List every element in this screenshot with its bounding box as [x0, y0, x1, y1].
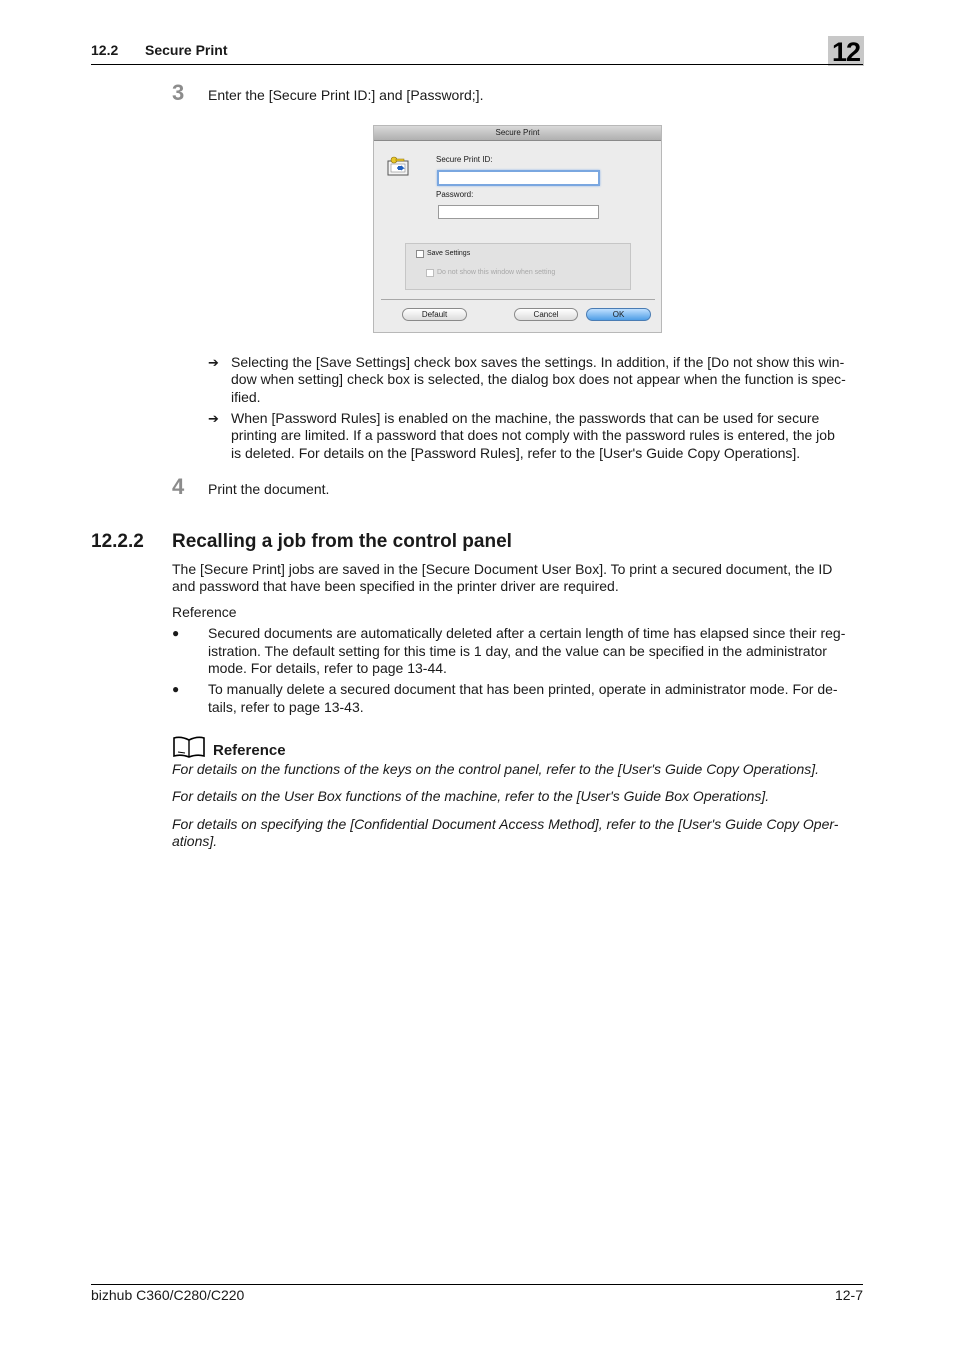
note-2-arrow: ➔ — [208, 411, 219, 426]
do-not-show-label: Do not show this window when setting — [437, 269, 556, 276]
section-intro-line-1: The [Secure Print] jobs are saved in the [Secure Document User Box]. To print a secured document, the ID — [172, 561, 833, 577]
section-number: 12.2.2 — [91, 531, 144, 552]
bullet-1-line-3: mode. For details, refer to page 13-44. — [208, 660, 447, 676]
password-label: Password: — [436, 190, 474, 199]
cancel-button[interactable]: Cancel — [514, 308, 578, 321]
header-section-number: 12.2 — [91, 42, 119, 58]
bullet-2-marker: ● — [172, 682, 180, 696]
note-2-line-2: printing are limited. If a password that does not comply with the password rules is entered, the job — [231, 427, 835, 443]
footer-rule — [91, 1284, 863, 1285]
password-input[interactable] — [438, 205, 599, 219]
footer-page-number: 12-7 — [834, 1287, 863, 1303]
bullet-2-line-2: tails, refer to page 13-43. — [208, 699, 364, 715]
note-2-line-1: When [Password Rules] is enabled on the machine, the passwords that can be used for secure — [231, 410, 820, 426]
bullet-1-marker: ● — [172, 626, 180, 640]
save-settings-label: Save Settings — [427, 250, 471, 257]
reference-paragraph-3-line-2: ations]. — [172, 833, 218, 849]
printer-key-icon — [386, 155, 412, 181]
save-settings-checkbox[interactable] — [416, 250, 424, 258]
ok-button[interactable]: OK — [586, 308, 651, 321]
step-4-text: Print the document. — [208, 481, 330, 497]
note-1-line-2: dow when setting] check box is selected, the dialog box does not appear when the function is spec- — [231, 371, 846, 387]
open-book-icon — [172, 735, 206, 759]
reference-label: Reference — [172, 604, 237, 620]
bullet-1-line-2: istration. The default setting for this time is 1 day, and the value can be specified in the administrator — [208, 643, 827, 659]
step-3-text: Enter the [Secure Print ID:] and [Password;]. — [208, 87, 484, 103]
save-settings-group — [405, 243, 631, 290]
secure-print-id-input[interactable] — [437, 170, 600, 186]
do-not-show-checkbox[interactable] — [426, 269, 434, 277]
reference-box-title: Reference — [213, 742, 286, 759]
step-4-number: 4 — [172, 474, 185, 499]
header-section-title: Secure Print — [145, 42, 228, 58]
header-rule — [91, 64, 863, 65]
note-1-line-3: ified. — [231, 389, 261, 405]
note-1-line-1: Selecting the [Save Settings] check box saves the settings. In addition, if the [Do not show this win- — [231, 354, 845, 370]
footer-product: bizhub C360/C280/C220 — [91, 1287, 245, 1303]
reference-paragraph-2: For details on the User Box functions of the machine, refer to the [User's Guide Box Operations]. — [172, 788, 770, 804]
section-title: Recalling a job from the control panel — [172, 531, 512, 552]
reference-paragraph-3-line-1: For details on specifying the [Confidential Document Access Method], refer to the [User's Guide Copy Oper- — [172, 816, 839, 832]
dialog-separator — [381, 299, 655, 300]
bullet-2-line-1: To manually delete a secured document that has been printed, operate in administrator mode. For de- — [208, 681, 838, 697]
reference-paragraph-1: For details on the functions of the keys on the control panel, refer to the [User's Guide Copy Operations]. — [172, 761, 820, 777]
secure-print-dialog — [373, 125, 662, 333]
section-intro-line-2: and password that have been specified in the printer driver are required. — [172, 578, 619, 594]
chapter-badge: 12 — [828, 36, 864, 66]
secure-print-id-label: Secure Print ID: — [436, 155, 493, 164]
bullet-1-line-1: Secured documents are automatically deleted after a certain length of time has elapsed since their reg- — [208, 625, 846, 641]
dialog-title: Secure Print — [374, 126, 661, 141]
note-1-arrow: ➔ — [208, 355, 219, 370]
step-3-number: 3 — [172, 80, 185, 105]
default-button[interactable]: Default — [402, 308, 467, 321]
note-2-line-3: is deleted. For details on the [Password Rules], refer to the [User's Guide Copy Operations]. — [231, 445, 801, 461]
